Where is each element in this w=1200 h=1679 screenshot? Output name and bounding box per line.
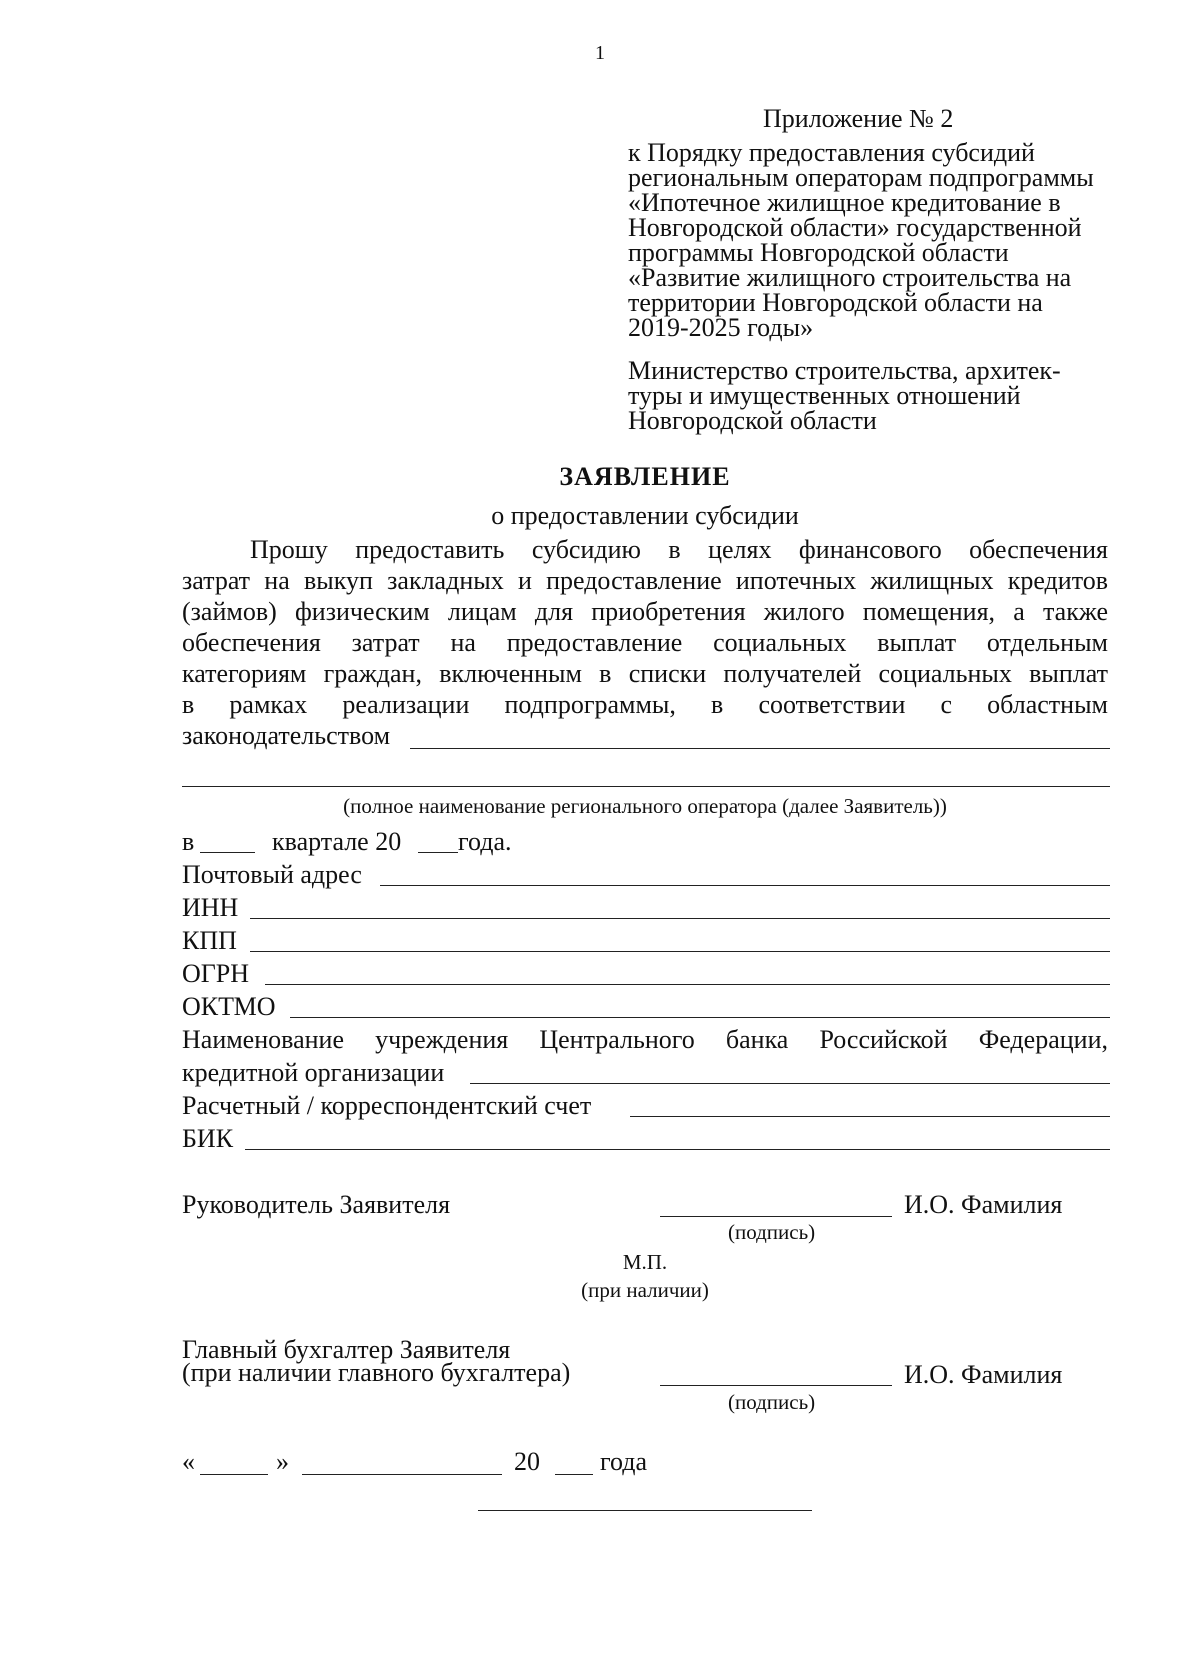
addressee-line: туры и имущественных отношений [628, 381, 1021, 410]
quarter-text: квартале 20 [272, 827, 402, 856]
legislation-blank[interactable] [410, 748, 1110, 749]
page-number: 1 [595, 42, 605, 64]
annex-line: Новгородской области» государственной [628, 213, 1082, 242]
annex-line: 2019-2025 годы» [628, 313, 814, 342]
date-year-blank[interactable] [555, 1474, 593, 1475]
date-century: 20 [514, 1447, 540, 1476]
bank-field[interactable] [470, 1083, 1110, 1084]
operator-name-blank[interactable] [182, 786, 1110, 787]
quarter-blank[interactable] [200, 852, 255, 853]
postal-address-label: Почтовый адрес [182, 860, 362, 889]
body-line: (займов) физическим лицам для приобретения жилого помещения, а также [182, 597, 1108, 626]
date-close-quote: » [276, 1447, 289, 1476]
body-line: в рамках реализации подпрограммы, в соответствии с областным [182, 690, 1108, 719]
date-day-blank[interactable] [200, 1474, 268, 1475]
annex-line: программы Новгородской области [628, 238, 1009, 267]
addressee-line: Новгородской области [628, 406, 877, 435]
operator-caption: (полное наименование регионального оператора (далее Заявитель)) [343, 794, 947, 818]
stamp-note: (при наличии) [581, 1278, 709, 1302]
inn-label: ИНН [182, 893, 239, 922]
year-blank[interactable] [418, 852, 458, 853]
bank-label-line2: кредитной организации [182, 1058, 445, 1087]
body-last-word: законодательством [182, 721, 391, 750]
document-subtitle: о предоставлении субсидии [491, 501, 799, 530]
accountant-name: И.О. Фамилия [904, 1360, 1063, 1389]
appendix-title: Приложение № 2 [763, 104, 954, 133]
annex-line: региональным операторам подпрограммы [628, 163, 1094, 192]
head-signature-line[interactable] [660, 1216, 892, 1217]
bik-label: БИК [182, 1124, 234, 1153]
body-line: категориям граждан, включенным в списки получателей социальных выплат [182, 659, 1108, 688]
quarter-prefix: в [182, 827, 195, 856]
body-line: Прошу предоставить субсидию в целях финансового обеспечения [250, 535, 1108, 564]
stamp-label: М.П. [622, 1250, 668, 1274]
accountant-label-line2: (при наличии главного бухгалтера) [182, 1358, 571, 1387]
date-open-quote: « [182, 1447, 195, 1476]
head-signature-caption: (подпись) [728, 1220, 816, 1244]
annex-line: к Порядку предоставления субсидий [628, 138, 1035, 167]
account-field[interactable] [630, 1116, 1110, 1117]
head-name: И.О. Фамилия [904, 1190, 1063, 1219]
bik-field[interactable] [245, 1149, 1110, 1150]
date-month-blank[interactable] [302, 1474, 502, 1475]
accountant-label-line1: Главный бухгалтер Заявителя [182, 1335, 511, 1364]
body-line: обеспечения затрат на предоставление социальных выплат отдельным [182, 628, 1108, 657]
quarter-year-suffix: года. [458, 827, 512, 856]
accountant-signature-line[interactable] [660, 1385, 892, 1386]
closing-rule [478, 1510, 812, 1511]
annex-line: «Развитие жилищного строительства на [628, 263, 1072, 292]
account-label: Расчетный / корреспондентский счет [182, 1091, 592, 1120]
annex-reference [628, 140, 1128, 340]
kpp-field[interactable] [250, 951, 1110, 952]
bank-label-line1: Наименование учреждения Центрального банка Российской Федерации, [182, 1025, 1108, 1054]
body-line: затрат на выкуп закладных и предоставление ипотечных жилищных кредитов [182, 566, 1108, 595]
annex-line: территории Новгородской области на [628, 288, 1043, 317]
oktmo-label: ОКТМО [182, 992, 276, 1021]
accountant-signature-caption: (подпись) [728, 1390, 816, 1414]
date-year-word: года [600, 1447, 648, 1476]
postal-address-field[interactable] [380, 885, 1110, 886]
oktmo-field[interactable] [290, 1017, 1110, 1018]
inn-field[interactable] [250, 918, 1110, 919]
addressee-line: Министерство строительства, архитек- [628, 356, 1061, 385]
ogrn-field[interactable] [265, 984, 1110, 985]
ogrn-label: ОГРН [182, 959, 250, 988]
head-label: Руководитель Заявителя [182, 1190, 451, 1219]
kpp-label: КПП [182, 926, 237, 955]
addressee [628, 358, 1128, 433]
document-title: ЗАЯВЛЕНИЕ [559, 462, 731, 491]
annex-line: «Ипотечное жилищное кредитование в [628, 188, 1061, 217]
